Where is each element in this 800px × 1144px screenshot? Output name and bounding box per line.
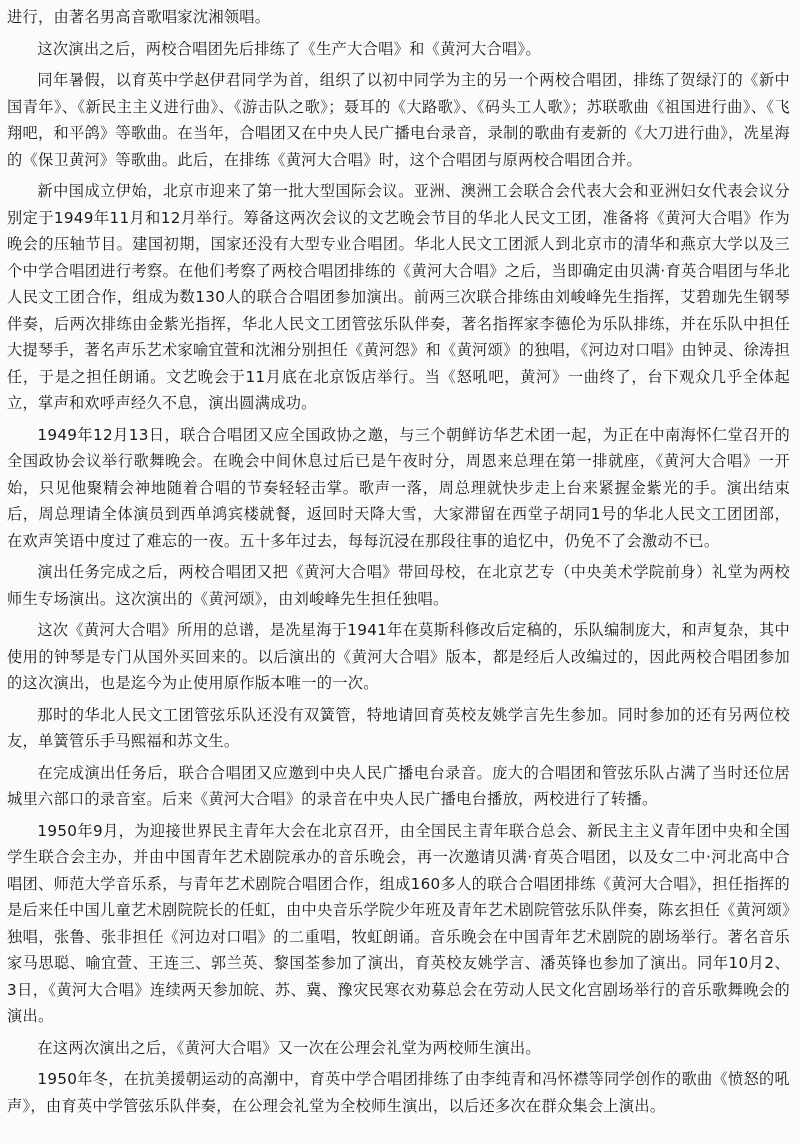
- paragraph-6: 演出任务完成之后，两校合唱团又把《黄河大合唱》带回母校，在北京艺专（中央美术学院前身）礼堂为两校师生专场演出。这次演出的《黄河颂》，由刘峻峰先生担任独唱。: [7, 563, 790, 608]
- paragraph-10: 1950年9月，为迎接世界民主青年大会在北京召开，由全国民主青年联合总会、新民主主义青年团中央和全国学生联合会主办，并由中国青年艺术剧院承办的音乐晚会，再一次邀请贝满·育英合唱团，以及女二中·河北高中合唱团、师范大学音乐系，与青年艺术剧院合唱团合作，组成160多人的联合合唱团排练《黄河大合唱》，担任指挥的是后来任中国儿童艺术剧院院长的任虹，由中央音乐学院少年班及青年艺术剧院管弦乐队伴奏，陈玄担任《黄河颂》独唱，张鲁、张非担任《河边对口唱》的二重唱，牧虹朗诵。音乐晚会在中国青年艺术剧院的剧场举行。著名音乐家马思聪、喻宜萱、王连三、郭兰英、黎国荃参加了演出，育英校友姚学言、潘英锋也参加了演出。同年10月2、3日，《黄河大合唱》连续两天参加皖、苏、冀、豫灾民寒衣劝募总会在劳动人民文化宫剧场举行的音乐歌舞晚会的演出。: [7, 821, 790, 1025]
- paragraph-12: 1950年冬，在抗美援朝运动的高潮中，育英中学合唱团排练了由李纯青和冯怀襟等同学创作的歌曲《愤怒的吼声》，由育英中学管弦乐队伴奏，在公理会礼堂为全校师生演出，以后还多次在群众集会上演出。: [7, 1070, 790, 1115]
- paragraph-4: 新中国成立伊始，北京市迎来了第一批大型国际会议。亚洲、澳洲工会联合会代表大会和亚洲妇女代表会议分别定于1949年11月和12月举行。筹备这两次会议的文艺晚会节目的华北人民文工团，准备将《黄河大合唱》作为晚会的压轴节目。建国初期，国家还没有大型专业合唱团。华北人民文工团派人到北京市的清华和燕京大学以及三个中学合唱团进行考察。在他们考察了两校合唱团排练的《黄河大合唱》之后，当即确定由贝满·育英合唱团与华北人民文工团合作，组成为数130人的联合合唱团参加演出。前两三次联合排练由刘峻峰先生指挥，艾碧珈先生钢琴伴奏，后两次排练由金紫光指挥，华北人民文工团管弦乐队伴奏，著名指挥家李德伦为乐队排练，并在乐队中担任大提琴手，著名声乐艺术家喻宜萱和沈湘分别担任《黄河怨》和《黄河颂》的独唱，《河边对口唱》由钟灵、徐涛担任，于是之担任朗诵。文艺晚会于11月底在北京饭店举行。当《怒吼吧，黄河》一曲终了，台下观众几乎全体起立，掌声和欢呼声经久不息，演出圆满成功。: [7, 182, 790, 412]
- paragraph-8: 那时的华北人民文工团管弦乐队还没有双簧管，特地请回育英校友姚学言先生参加。同时参加的还有另两位校友，单簧管乐手马熙福和苏文生。: [7, 705, 790, 750]
- paragraph-7: 这次《黄河大合唱》所用的总谱，是冼星海于1941年在莫斯科修改后定稿的，乐队编制庞大，和声复杂，其中使用的钟琴是专门从国外买回来的。以后演出的《黄河大合唱》版本，都是经后人改编过的，因此两校合唱团参加的这次演出，也是迄今为止使用原作版本唯一的一次。: [7, 621, 790, 692]
- paragraph-11: 在这两次演出之后，《黄河大合唱》又一次在公理会礼堂为两校师生演出。: [37, 1038, 541, 1057]
- paragraph-3: 同年暑假，以育英中学赵伊君同学为首，组织了以初中同学为主的另一个两校合唱团，排练了贺绿汀的《新中国青年》、《新民主主义进行曲》、《游击队之歌》；聂耳的《大路歌》、《码头工人歌》；苏联歌曲《祖国进行曲》、《飞翔吧，和平鸽》等歌曲。在当年，合唱团又在中央人民广播电台录音，录制的歌曲有麦新的《大刀进行曲》，冼星海的《保卫黄河》等歌曲。此后，在排练《黄河大合唱》时，这个合唱团与原两校合唱团合并。: [7, 71, 790, 169]
- paragraph-9: 在完成演出任务后，联合合唱团又应邀到中央人民广播电台录音。庞大的合唱团和管弦乐队占满了当时还位居城里六部口的录音室。后来《黄河大合唱》的录音在中央人民广播电台播放，两校进行了转播。: [7, 763, 790, 808]
- paragraph-1: 进行，由著名男高音歌唱家沈湘领唱。: [7, 8, 271, 26]
- paragraph-5: 1949年12月13日，联合合唱团又应全国政协之邀，与三个朝鲜访华艺术团一起，为正在中南海怀仁堂召开的全国政协会议举行歌舞晚会。在晚会中间休息过后已是午夜时分，周恩来总理在第一排就座，《黄河大合唱》一开始，只见他聚精会神地随着合唱的节奏轻轻击掌。歌声一落，周总理就快步走上台来紧握金紫光的手。演出结束后，周总理请全体演员到西单鸿宾楼就餐，返回时天降大雪，大家滞留在西堂子胡同1号的华北人民文工团团部，在欢声笑语中度过了难忘的一夜。五十多年过去，每每沉浸在那段往事的追忆中，仍免不了会激动不已。: [7, 425, 790, 550]
- paragraph-2: 这次演出之后，两校合唱团先后排练了《生产大合唱》和《黄河大合唱》。: [37, 39, 541, 58]
